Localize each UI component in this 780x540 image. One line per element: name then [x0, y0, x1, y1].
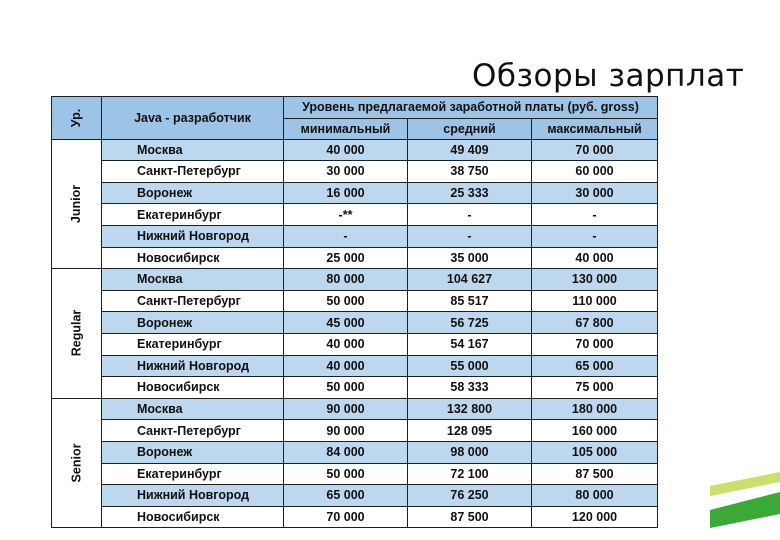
min-cell: 80 000: [284, 269, 408, 291]
city-cell: Москва: [102, 398, 284, 420]
avg-cell: 72 100: [408, 463, 532, 485]
table-row: [52, 485, 658, 507]
header-row-top: [52, 97, 658, 119]
min-cell: 25 000: [284, 247, 408, 269]
max-cell: 75 000: [532, 377, 658, 399]
max-cell: 67 800: [532, 312, 658, 334]
avg-cell: 87 500: [408, 506, 532, 528]
city-cell: Нижний Новгород: [102, 225, 284, 247]
table-row: [52, 333, 658, 355]
max-cell: 40 000: [532, 247, 658, 269]
table-row: [52, 204, 658, 226]
city-cell: Санкт-Петербург: [102, 420, 284, 442]
avg-cell: 35 000: [408, 247, 532, 269]
max-cell: 110 000: [532, 290, 658, 312]
avg-cell: 25 333: [408, 182, 532, 204]
avg-cell: 38 750: [408, 161, 532, 183]
table-row: [52, 398, 658, 420]
avg-cell: 128 095: [408, 420, 532, 442]
avg-cell: 56 725: [408, 312, 532, 334]
avg-cell: 98 000: [408, 441, 532, 463]
max-cell: 130 000: [532, 269, 658, 291]
min-cell: 84 000: [284, 441, 408, 463]
min-cell: 90 000: [284, 398, 408, 420]
level-label-regular: Regular: [52, 269, 102, 399]
table-row: [52, 290, 658, 312]
table-row: [52, 312, 658, 334]
header-avg: средний: [408, 118, 532, 139]
header-level: Ур.: [52, 97, 102, 140]
max-cell: 160 000: [532, 420, 658, 442]
avg-cell: -: [408, 204, 532, 226]
city-cell: Новосибирск: [102, 247, 284, 269]
city-cell: Москва: [102, 139, 284, 161]
avg-cell: 85 517: [408, 290, 532, 312]
header-salary-group: Уровень предлагаемой заработной платы (руб. gross): [284, 97, 658, 119]
table-row: [52, 247, 658, 269]
max-cell: 60 000: [532, 161, 658, 183]
city-cell: Екатеринбург: [102, 333, 284, 355]
lime-stripe: [710, 472, 780, 496]
min-cell: 50 000: [284, 377, 408, 399]
max-cell: 30 000: [532, 182, 658, 204]
avg-cell: 76 250: [408, 485, 532, 507]
city-cell: Воронеж: [102, 312, 284, 334]
min-cell: -: [284, 225, 408, 247]
min-cell: 40 000: [284, 355, 408, 377]
city-cell: Нижний Новгород: [102, 355, 284, 377]
salary-table: [51, 96, 658, 528]
city-cell: Нижний Новгород: [102, 485, 284, 507]
table-row: [52, 225, 658, 247]
green-stripe: [710, 492, 780, 528]
min-cell: 40 000: [284, 333, 408, 355]
level-label-senior: Senior: [52, 398, 102, 528]
city-cell: Санкт-Петербург: [102, 161, 284, 183]
min-cell: 65 000: [284, 485, 408, 507]
table-row: [52, 377, 658, 399]
avg-cell: 55 000: [408, 355, 532, 377]
min-cell: 70 000: [284, 506, 408, 528]
header-min: минимальный: [284, 118, 408, 139]
avg-cell: -: [408, 225, 532, 247]
level-label-junior: Junior: [52, 139, 102, 269]
city-cell: Воронеж: [102, 182, 284, 204]
city-cell: Новосибирск: [102, 506, 284, 528]
table-row: [52, 463, 658, 485]
min-cell: 50 000: [284, 463, 408, 485]
table-row: [52, 269, 658, 291]
max-cell: -: [532, 204, 658, 226]
min-cell: 16 000: [284, 182, 408, 204]
table-row: [52, 161, 658, 183]
max-cell: 105 000: [532, 441, 658, 463]
city-cell: Екатеринбург: [102, 463, 284, 485]
min-cell: 40 000: [284, 139, 408, 161]
city-cell: Новосибирск: [102, 377, 284, 399]
max-cell: 70 000: [532, 333, 658, 355]
city-cell: Воронеж: [102, 441, 284, 463]
max-cell: -: [532, 225, 658, 247]
min-cell: 30 000: [284, 161, 408, 183]
min-cell: -**: [284, 204, 408, 226]
avg-cell: 58 333: [408, 377, 532, 399]
max-cell: 87 500: [532, 463, 658, 485]
min-cell: 90 000: [284, 420, 408, 442]
avg-cell: 54 167: [408, 333, 532, 355]
table-row: [52, 506, 658, 528]
table-row: [52, 139, 658, 161]
avg-cell: 104 627: [408, 269, 532, 291]
header-role: Java - разработчик: [102, 97, 284, 140]
city-cell: Москва: [102, 269, 284, 291]
table-row: [52, 441, 658, 463]
city-cell: Екатеринбург: [102, 204, 284, 226]
header-max: максимальный: [532, 118, 658, 139]
min-cell: 50 000: [284, 290, 408, 312]
max-cell: 80 000: [532, 485, 658, 507]
min-cell: 45 000: [284, 312, 408, 334]
city-cell: Санкт-Петербург: [102, 290, 284, 312]
avg-cell: 49 409: [408, 139, 532, 161]
max-cell: 180 000: [532, 398, 658, 420]
max-cell: 120 000: [532, 506, 658, 528]
max-cell: 70 000: [532, 139, 658, 161]
slide-title: Обзоры зарплат: [472, 58, 745, 94]
decorative-stripes: [710, 472, 780, 532]
table-row: [52, 182, 658, 204]
max-cell: 65 000: [532, 355, 658, 377]
table-row: [52, 355, 658, 377]
avg-cell: 132 800: [408, 398, 532, 420]
table-row: [52, 420, 658, 442]
